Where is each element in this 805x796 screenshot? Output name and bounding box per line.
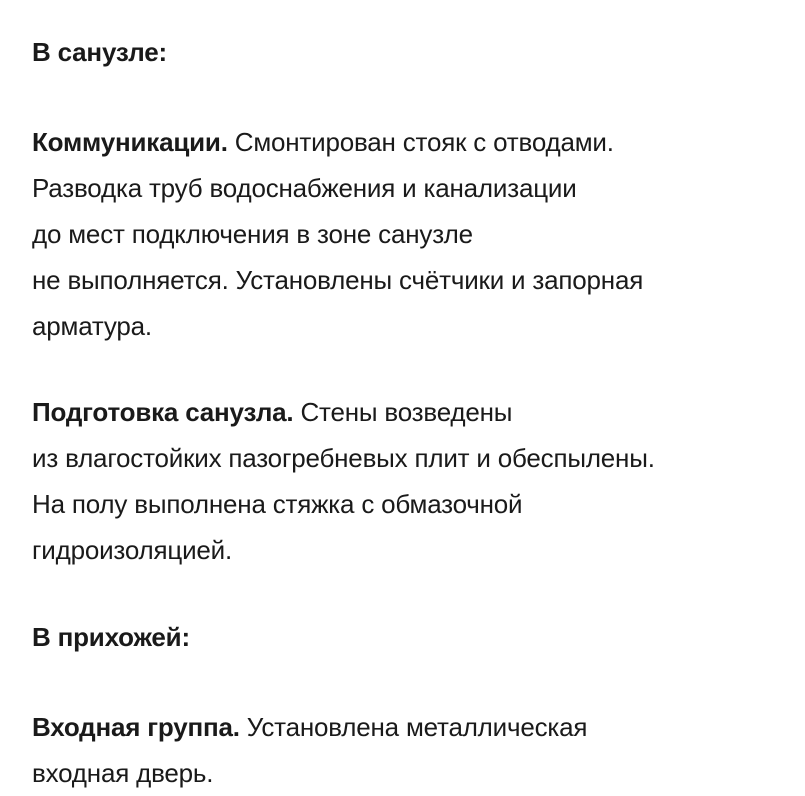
entrance-title: Входная группа.: [32, 712, 240, 742]
paragraph-line: до мест подключения в зоне санузле: [32, 219, 473, 249]
paragraph-line: [32, 119, 792, 165]
heading-bathroom: [32, 29, 792, 75]
bathroom-prep-title: Подготовка санузла.: [32, 397, 294, 427]
paragraph-line: арматура.: [32, 311, 152, 341]
section-entrance: [32, 704, 792, 796]
paragraph-line: [32, 389, 792, 435]
communications-text: Смонтирован стояк с отводами.: [227, 127, 614, 157]
paragraph-line: входная дверь.: [32, 758, 214, 788]
heading-bathroom-text: В санузле:: [32, 37, 167, 67]
paragraph-line: [32, 704, 792, 750]
communications-title: Коммуникации.: [32, 127, 228, 157]
heading-hallway-text: В прихожей:: [32, 622, 190, 652]
paragraph-line: На полу выполнена стяжка с обмазочной: [32, 489, 523, 519]
bathroom-prep-text: Стены возведены: [293, 397, 513, 427]
paragraph-line: гидроизоляцией.: [32, 535, 233, 565]
entrance-text: Установлена металлическая: [239, 712, 588, 742]
paragraph-line: Разводка труб водоснабжения и канализации: [32, 173, 577, 203]
heading-hallway: [32, 614, 792, 660]
paragraph-line: не выполняется. Установлены счётчики и запорная: [32, 265, 644, 295]
paragraph-line: из влагостойких пазогребневых плит и обеспылены.: [32, 443, 655, 473]
section-communications: [32, 119, 792, 349]
section-bathroom-prep: [32, 389, 792, 573]
